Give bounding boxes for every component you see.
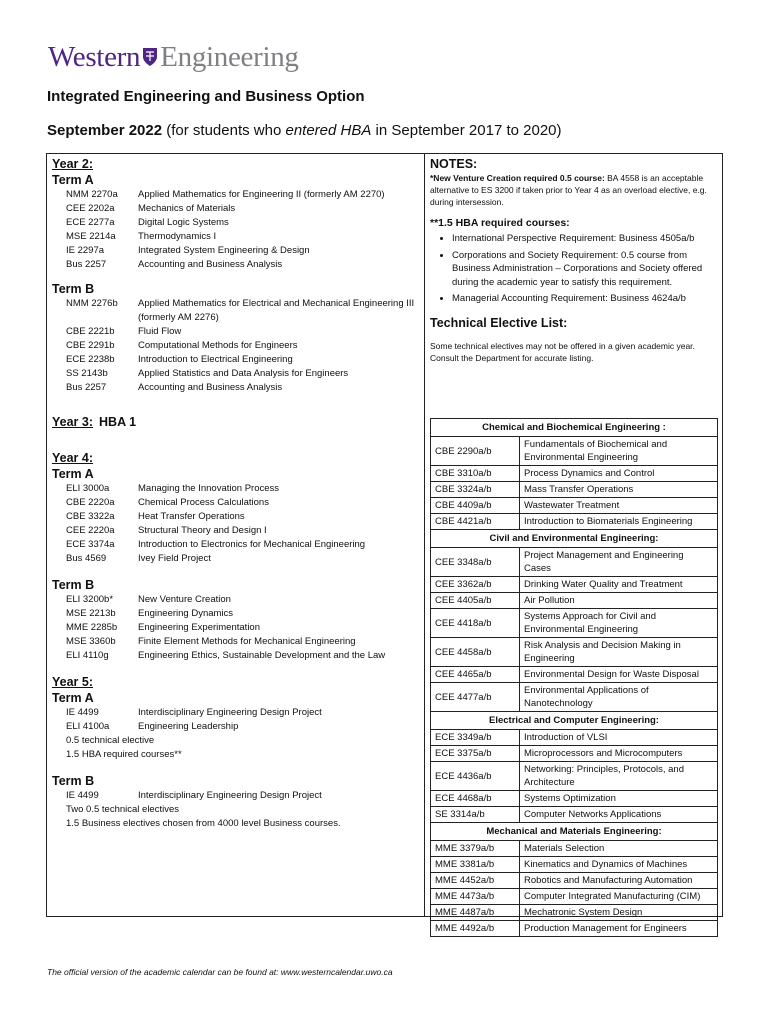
year-2-term-b-list [52,297,422,395]
course-name: Mechanics of Materials [138,203,236,214]
elective-row [431,807,718,823]
tech-elective-title: Technical Elective List: [430,315,568,330]
course-name: Ivey Field Project [138,553,211,564]
course-row [52,258,422,272]
course-row [52,202,422,216]
elective-row [431,437,718,466]
elective-name: Environmental Design for Waste Disposal [520,667,718,683]
year-2-term-a-label: Term A [52,173,94,187]
course-code: MME 2285b [66,622,118,633]
elective-category-row [431,419,718,437]
course-name: Thermodynamics I [138,231,217,242]
course-name: Applied Mathematics for Engineering II (formerly AM 2270) [138,189,385,200]
course-row [52,353,422,367]
course-name: Managing the Innovation Process [138,483,280,494]
course-code: CBE 2291b [66,340,115,351]
course-code: CBE 2221b [66,326,115,337]
footer-note: The official version of the academic calendar can be found at: www.westerncalendar.uwo.ca [47,967,393,977]
course-row [52,230,422,244]
elective-code: MME 3381a/b [431,857,520,873]
elective-code: CEE 4458a/b [431,638,520,667]
elective-name: Mass Transfer Operations [520,482,718,498]
course-name: Finite Element Methods for Mechanical Engineering [138,636,356,647]
year-5-term-b-list [52,789,422,831]
elective-row [431,730,718,746]
elective-name: Systems Approach for Civil and Environmental Engineering [520,609,718,638]
year-3-label: Year 3: [52,415,94,429]
year-3-text: HBA 1 [99,415,137,429]
elective-category-row [431,530,718,548]
course-name: Fluid Flow [138,326,182,337]
elective-row [431,667,718,683]
course-code: ECE 3374a [66,539,115,550]
course-row [52,720,422,734]
elective-code: CBE 4409a/b [431,498,520,514]
course-name: Introduction to Electronics for Mechanical Engineering [138,539,366,550]
requirement-line: 0.5 technical elective [66,735,155,746]
course-name: Interdisciplinary Engineering Design Project [138,790,322,801]
elective-name: Wastewater Treatment [520,498,718,514]
requirement-line: Two 0.5 technical electives [66,804,180,815]
course-row [52,621,422,635]
elective-row [431,482,718,498]
elective-row [431,857,718,873]
elective-code: CBE 4421a/b [431,514,520,530]
elective-code: CBE 3310a/b [431,466,520,482]
course-code: Bus 4569 [66,553,107,564]
course-name: Integrated System Engineering & Design [138,245,310,256]
elective-row [431,841,718,857]
elective-row [431,548,718,577]
course-name: Introduction to Electrical Engineering [138,354,293,365]
year-2-term-b-label: Term B [52,282,95,296]
year-5-term-a-label: Term A [52,691,94,705]
program-schedule [52,156,422,831]
year-4-term-b-label: Term B [52,578,95,592]
course-row [52,325,422,339]
elective-code: CBE 3324a/b [431,482,520,498]
year-4-term-b-list [52,593,422,663]
course-name: New Venture Creation [138,594,231,605]
elective-name: Kinematics and Dynamics of Machines [520,857,718,873]
elective-name: Production Management for Engineers [520,921,718,937]
elective-row [431,593,718,609]
course-code: CEE 2202a [66,203,115,214]
document-title: Integrated Engineering and Business Option [47,88,365,105]
hba-title: **1.5 HBA required courses: [430,217,570,229]
course-code: NMM 2276b [66,298,118,309]
elective-category: Mechanical and Materials Engineering: [431,823,718,841]
course-name: Engineering Experimentation [138,622,260,633]
technical-elective-table [430,418,718,937]
course-name: Interdisciplinary Engineering Design Project [138,707,322,718]
elective-row [431,577,718,593]
course-row [52,381,422,395]
course-name: Applied Mathematics for Electrical and Mechanical Engineering III (formerly AM 2276) [138,298,415,323]
elective-name: Process Dynamics and Control [520,466,718,482]
term-line [47,122,562,139]
year-4-term-a-list [52,482,422,566]
course-name: Engineering Ethics, Sustainable Development and the Law [138,650,386,661]
elective-category: Civil and Environmental Engineering: [431,530,718,548]
course-name: Heat Transfer Operations [138,511,245,522]
course-row [52,496,422,510]
elective-code: MME 4473a/b [431,889,520,905]
course-code: Bus 2257 [66,259,107,270]
course-code: ELI 3000a [66,483,110,494]
course-row [52,339,422,353]
course-row [52,649,422,663]
logo-western-text: Western [48,40,141,73]
course-code: CEE 2220a [66,525,115,536]
elective-category: Electrical and Computer Engineering: [431,712,718,730]
elective-row [431,873,718,889]
elective-code: CBE 2290a/b [431,437,520,466]
elective-code: MME 3379a/b [431,841,520,857]
requirement-line: 1.5 Business electives chosen from 4000 level Business courses. [66,818,341,829]
elective-row [431,762,718,791]
elective-row [431,905,718,921]
elective-name: Computer Networks Applications [520,807,718,823]
course-code: CBE 3322a [66,511,115,522]
elective-category-row [431,712,718,730]
course-row [52,188,422,202]
course-name: Engineering Leadership [138,721,239,732]
course-row [52,524,422,538]
year-3 [52,414,422,430]
course-row [52,367,422,381]
elective-code: ECE 3349a/b [431,730,520,746]
elective-code: MME 4487a/b [431,905,520,921]
elective-name: Environmental Applications of Nanotechnology [520,683,718,712]
nvc-note-text: BA 4558 is an acceptable alternative to ES 3200 if taken prior to Year 4 as an overload elective, e.g. during intersession. [430,173,707,207]
year-2-term-a-list [52,188,422,272]
course-code: SS 2143b [66,368,108,379]
elective-code: CEE 4477a/b [431,683,520,712]
elective-code: CEE 4465a/b [431,667,520,683]
elective-row [431,638,718,667]
elective-category: Chemical and Biochemical Engineering : [431,419,718,437]
course-code: NMM 2270a [66,189,118,200]
crest-icon [142,47,158,67]
hba-requirement-item: • Managerial Accounting Requirement: Business 4624a/b [452,292,718,306]
elective-row [431,889,718,905]
course-row [52,789,422,803]
year-5-term-a-list [52,706,422,762]
course-row [52,244,422,258]
course-row [52,216,422,230]
year-5-term-b-label: Term B [52,774,95,788]
elective-row [431,466,718,482]
elective-row [431,514,718,530]
hba-requirement-item: • International Perspective Requirement: Business 4505a/b [452,232,718,246]
term-note-italic: entered HBA [285,122,372,139]
elective-code: ECE 3375a/b [431,746,520,762]
elective-name: Systems Optimization [520,791,718,807]
elective-name: Materials Selection [520,841,718,857]
western-engineering-logo [48,40,299,74]
elective-name: Fundamentals of Biochemical and Environmental Engineering [520,437,718,466]
elective-name: Introduction of VLSI [520,730,718,746]
elective-name: Project Management and Engineering Cases [520,548,718,577]
elective-code: CEE 3348a/b [431,548,520,577]
course-row [52,607,422,621]
column-divider [424,153,425,917]
year-2-label: Year 2: [52,157,94,171]
notes-panel [430,156,718,364]
elective-code: CEE 3362a/b [431,577,520,593]
elective-name: Microprocessors and Microcomputers [520,746,718,762]
elective-row [431,683,718,712]
elective-name: Networking: Principles, Protocols, and Architecture [520,762,718,791]
elective-code: ECE 4436a/b [431,762,520,791]
course-name: Accounting and Business Analysis [138,259,283,270]
course-name: Accounting and Business Analysis [138,382,283,393]
course-row [52,635,422,649]
hba-requirements-list [430,232,718,306]
elective-row [431,498,718,514]
hba-requirement-item: • Corporations and Society Requirement: 0.5 course from Business Administration – Corporations and Society offered during the academic year to satisfy this requirement. [452,249,718,290]
course-row [52,297,422,325]
elective-code: MME 4452a/b [431,873,520,889]
requirement-line: 1.5 HBA required courses** [66,749,182,760]
year-4-term-a-label: Term A [52,467,94,481]
course-code: MSE 2214a [66,231,116,242]
elective-row [431,921,718,937]
course-code: ELI 4110g [66,650,109,661]
elective-name: Mechatronic System Design [520,905,718,921]
course-code: ECE 2277a [66,217,115,228]
course-code: MSE 3360b [66,636,116,647]
elective-name: Introduction to Biomaterials Engineering [520,514,718,530]
nvc-note-bold: *New Venture Creation required 0.5 course: [430,173,605,183]
course-row [52,593,422,607]
course-name: Applied Statistics and Data Analysis for Engineers [138,368,349,379]
course-name: Digital Logic Systems [138,217,229,228]
term-note-1: (for students who [162,122,286,139]
nvc-note [430,172,718,208]
elective-row [431,791,718,807]
course-name: Structural Theory and Design I [138,525,267,536]
course-name: Chemical Process Calculations [138,497,269,508]
course-code: IE 2297a [66,245,105,256]
course-name: Engineering Dynamics [138,608,234,619]
course-code: IE 4499 [66,790,99,801]
logo-engineering-text: Engineering [160,40,299,73]
course-row [52,706,422,720]
course-code: IE 4499 [66,707,99,718]
elective-code: MME 4492a/b [431,921,520,937]
elective-code: CEE 4405a/b [431,593,520,609]
course-name: Computational Methods for Engineers [138,340,298,351]
course-code: MSE 2213b [66,608,116,619]
elective-name: Computer Integrated Manufacturing (CIM) [520,889,718,905]
course-row [52,538,422,552]
term-note-2: in September 2017 to 2020) [371,122,562,139]
elective-name: Air Pollution [520,593,718,609]
year-5-label: Year 5: [52,675,94,689]
course-code: ECE 2238b [66,354,115,365]
elective-name: Drinking Water Quality and Treatment [520,577,718,593]
term-date: September 2022 [47,122,163,139]
course-code: CBE 2220a [66,497,115,508]
elective-code: SE 3314a/b [431,807,520,823]
course-code: Bus 2257 [66,382,107,393]
year-4-label: Year 4: [52,451,94,465]
course-code: ELI 4100a [66,721,110,732]
elective-name: Robotics and Manufacturing Automation [520,873,718,889]
elective-row [431,746,718,762]
course-row [52,510,422,524]
tech-elective-note: Some technical electives may not be offered in a given academic year. Consult the Department for accurate listing. [430,340,695,363]
notes-title: NOTES: [430,157,478,171]
elective-name: Risk Analysis and Decision Making in Engineering [520,638,718,667]
elective-code: ECE 4468a/b [431,791,520,807]
course-code: ELI 3200b* [66,594,114,605]
elective-category-row [431,823,718,841]
elective-code: CEE 4418a/b [431,609,520,638]
course-row [52,482,422,496]
elective-row [431,609,718,638]
course-row [52,552,422,566]
